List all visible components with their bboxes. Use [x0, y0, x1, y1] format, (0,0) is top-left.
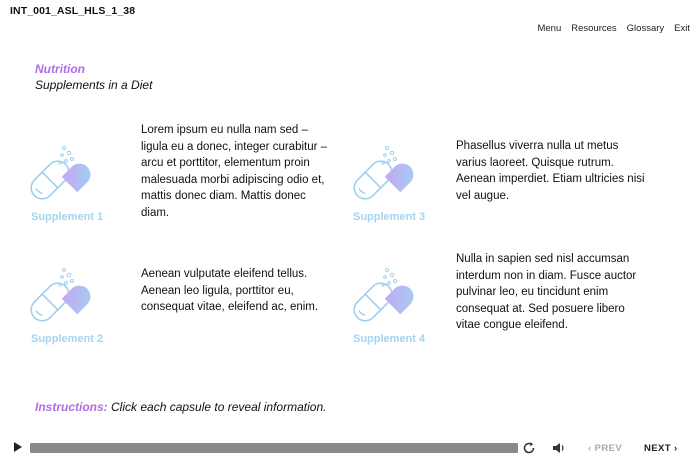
menu-link[interactable]: Menu — [537, 23, 562, 34]
supplement-4-label[interactable]: Supplement 4 — [353, 333, 426, 345]
instructions-label: Instructions: — [35, 400, 108, 414]
progress-bar[interactable] — [30, 443, 518, 453]
supplement-2-label[interactable]: Supplement 2 — [31, 333, 104, 345]
capsule-icon — [345, 260, 425, 324]
supplement-1-label[interactable]: Supplement 1 — [31, 211, 104, 223]
supplement-1-info-text: Lorem ipsum eu nulla nam sed – ligula eu a donec, integer curabitur – arcu et porttitor, elementum proin malesuada morbi adipiscing odio et, mattis donec diam. Mattis donec diam. — [141, 124, 328, 219]
supplement-4-info-text: Nulla in sapien sed nisl accumsan interdum non in diam. Fusce auctor pulvinar leo, eu tincidunt enim consequat at. Sed posuere libero vitae congue eleifend. — [456, 253, 637, 331]
glossary-link[interactable]: Glossary — [626, 23, 665, 34]
supplement-1-capsule-button[interactable] — [22, 138, 122, 202]
capsule-icon — [22, 260, 102, 324]
supplement-2-capsule-button[interactable] — [22, 260, 122, 324]
supplement-2-info-text: Aenean vulputate eleifend tellus. Aenean leo ligula, porttitor eu, consequat vitae, eleifend ac, enim. — [141, 268, 319, 313]
supplement-3-label[interactable]: Supplement 3 — [353, 211, 426, 223]
next-button[interactable]: NEXT › — [644, 443, 678, 454]
top-nav — [537, 23, 690, 34]
replay-icon[interactable] — [522, 441, 536, 455]
section-subtitle: Supplements in a Diet — [35, 78, 153, 92]
player-controls — [0, 436, 700, 460]
section-title: Nutrition — [35, 62, 85, 76]
supplement-3-info-text: Phasellus viverra nulla ut metus varius laoreet. Quisque rutrum. Aenean imperdiet. Etiam ultricies nisi vel augue. — [456, 140, 645, 202]
play-icon[interactable] — [14, 442, 22, 452]
resources-link[interactable]: Resources — [571, 23, 617, 34]
capsule-icon — [22, 138, 102, 202]
prev-button[interactable]: ‹ PREV — [588, 443, 623, 454]
course-id: INT_001_ASL_HLS_1_38 — [10, 5, 136, 17]
capsule-icon — [345, 138, 425, 202]
instructions-text: Click each capsule to reveal information. — [111, 400, 327, 414]
volume-icon[interactable] — [552, 441, 566, 455]
supplement-3-capsule-button[interactable] — [345, 138, 445, 202]
exit-link[interactable]: Exit — [674, 23, 690, 34]
instructions — [35, 400, 326, 414]
supplement-4-capsule-button[interactable] — [345, 260, 445, 324]
